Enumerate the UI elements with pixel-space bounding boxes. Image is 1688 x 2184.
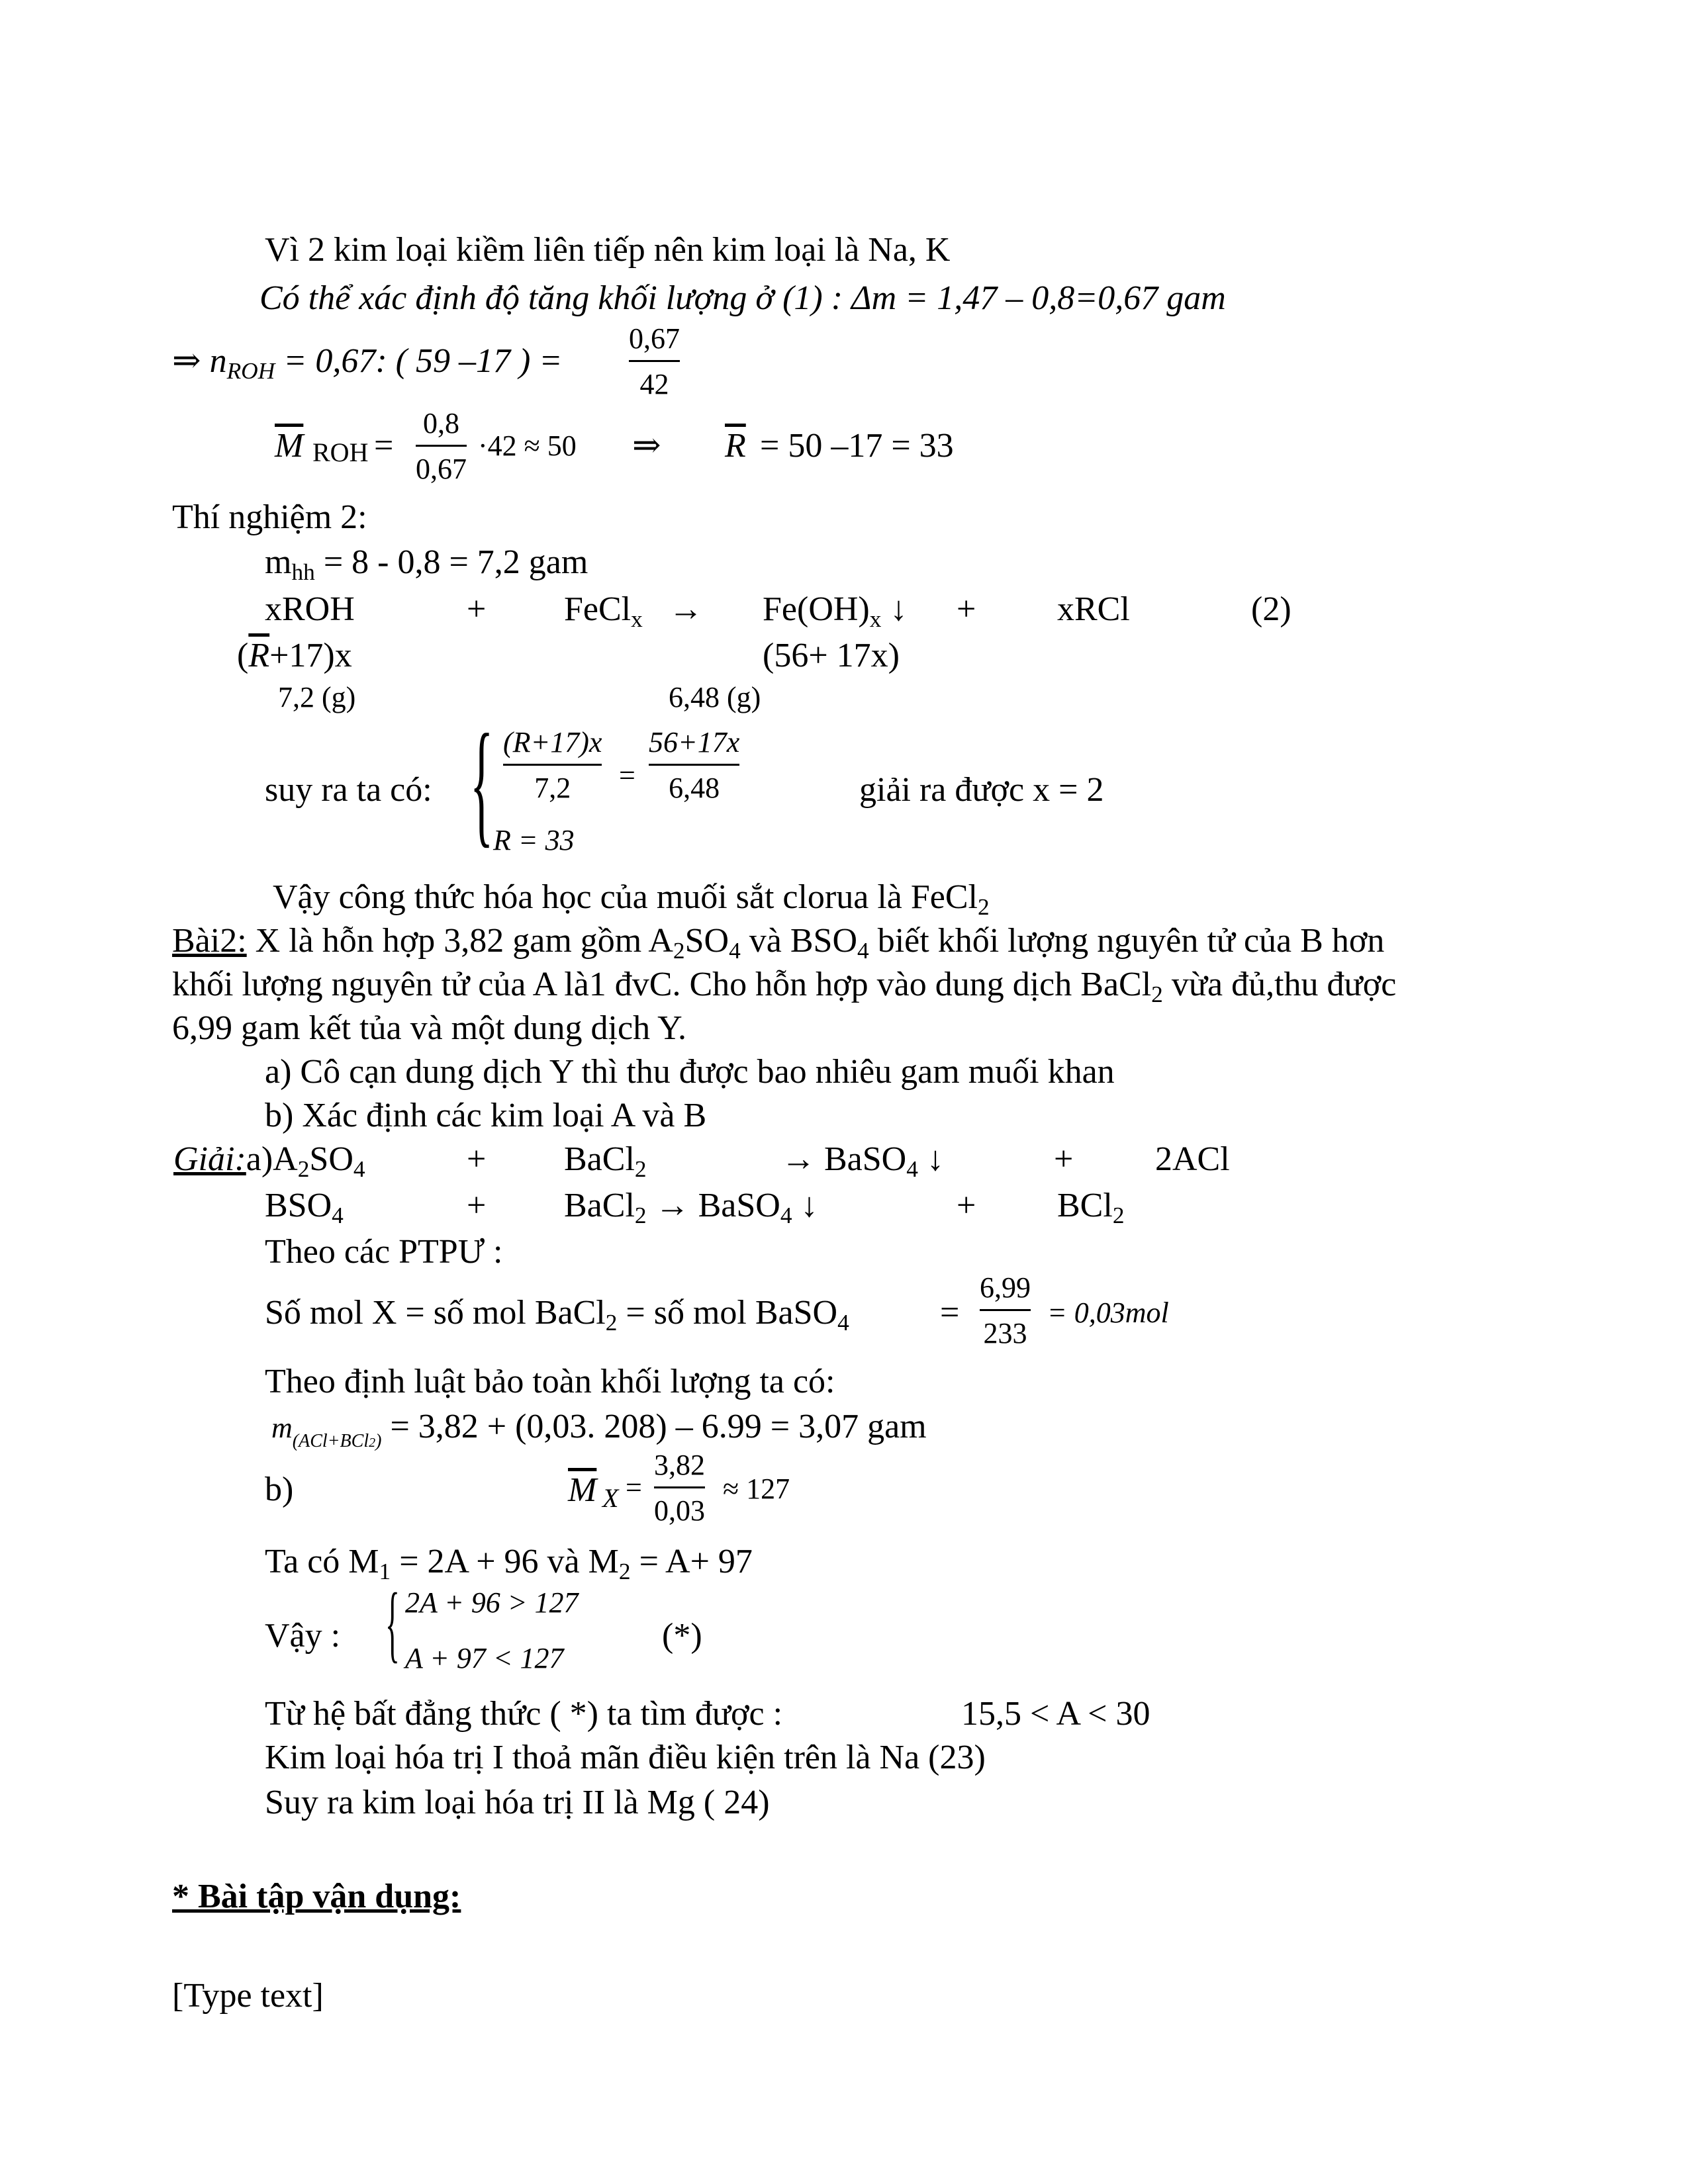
fraction: (R+17)x 7,2 <box>503 726 602 804</box>
formula-text: $m_{(ACl+BCl2)} = 3,82 + (0,03$. 208) – 6.99 = 3,07 gam <box>271 1408 927 1451</box>
formula-text: = <box>619 759 635 792</box>
formula-text: + <box>957 590 976 628</box>
exercise-label: Bài2: <box>172 922 247 960</box>
section-heading: Thí nghiệm 2: <box>172 498 367 536</box>
text-line: suy ra ta có: <box>265 771 432 809</box>
formula-text: 2A + 96 > 127 <box>405 1586 579 1619</box>
text-line: Từ hệ bất đẳng thức ( *) ta tìm được : <box>265 1695 783 1733</box>
formula-text: ·42 ≈ 50 <box>478 430 577 462</box>
fraction: 6,99 233 <box>980 1271 1031 1349</box>
formula-text: 6,48 (g) <box>669 681 761 713</box>
formula-text: + <box>467 1140 487 1178</box>
formula-text: 7,2 (g) <box>278 681 356 713</box>
text-line: 6,99 gam kết tủa và một dung dịch Y. <box>172 1009 687 1047</box>
text-line: Theo các PTPƯ : <box>265 1233 503 1271</box>
text-line: Có thể xác định độ tăng khối lượng ở (1) : Δm = 1,47 – 0,8=0,67 gam <box>259 279 1226 317</box>
text-line: Ta có $M_1 = 2A + 96$ và $M_2 = A+ 97$ <box>265 1543 753 1584</box>
formula-text: $\overline{M}$ <box>568 1471 597 1509</box>
text-line: Số mol X = số mol BaCl$_2$ = số mol BaSO$_4$ <box>265 1294 849 1336</box>
text-line: $Giải:a)A_2SO_4$ <box>173 1140 365 1182</box>
formula-text: $BSO_4$ <box>265 1187 344 1228</box>
text-line: Bài2: X là hỗn hợp 3,82 gam gồm $A_2SO_4$ và $BSO_4$ biết khối lượng nguyên tử của B hơn <box>172 922 1385 964</box>
brace-symbol: { <box>385 1576 400 1671</box>
formula-text: 2ACl <box>1155 1140 1230 1178</box>
text-line: Kim loại hóa trị I thoả mãn điều kiện trên là Na (23) <box>265 1739 986 1776</box>
fraction: 0,8 0,67 <box>416 407 467 485</box>
formula-text: (56+ 17x) <box>763 637 900 674</box>
formula-text: $\overline{R}$ <box>725 427 746 465</box>
text-line: Vậy : <box>265 1617 341 1655</box>
text-line: b) Xác định các kim loại A và B <box>265 1097 707 1134</box>
formula-text: xRCl <box>1057 590 1130 628</box>
text-line: Suy ra kim loại hóa trị II là Mg ( 24) <box>265 1784 770 1821</box>
formula-text: → BaSO$_4$ ↓ <box>781 1140 944 1182</box>
text-line: Vì 2 kim loại kiềm liên tiếp nên kim loại là Na, K <box>265 231 951 269</box>
text-line: a) Cô cạn dung dịch Y thì thu được bao nhiêu gam muối khan <box>265 1053 1115 1091</box>
formula-text: xROH <box>265 590 355 628</box>
formula-text: FeCl$_x$ <box>564 590 643 632</box>
formula-nroh: ⇒ $n_{ROH} = 0,67$: ( 59 –17 ) = <box>172 342 563 384</box>
placeholder-text: [Type text] <box>172 1977 324 2015</box>
text-line: khối lượng nguyên tử của A là1 đvC. Cho hỗn hợp vào dung dịch BaCl$_2$ vừa đủ,thu được <box>172 966 1397 1007</box>
formula-m-symbol: $\overline{M}$ <box>275 427 304 465</box>
text-line: b) <box>265 1471 294 1508</box>
formula-text: ROH <box>312 437 369 467</box>
formula-text: BCl$_2$ <box>1057 1187 1125 1228</box>
text-line: (*) <box>662 1617 702 1655</box>
fraction: 0,67 42 <box>629 322 680 400</box>
formula-text: X <box>602 1483 619 1513</box>
formula-text: R = 33 <box>493 824 575 856</box>
formula-text: A + 97 < 127 <box>405 1642 564 1674</box>
section-heading: * Bài tập vận dụng: <box>172 1878 461 1915</box>
formula-text: + <box>1054 1140 1074 1178</box>
solution-label: Giải: <box>173 1140 246 1178</box>
formula-text: $(\overline{R}+17)x$ <box>237 637 352 674</box>
arrow-symbol: ⇒ <box>632 427 661 465</box>
text-line: giải ra được x = 2 <box>859 771 1104 809</box>
fraction: 3,82 0,03 <box>654 1449 705 1527</box>
formula-text: = 50 –17 = 33 <box>760 427 954 465</box>
formula-text: = <box>940 1294 960 1332</box>
fraction: 56+17x 6,48 <box>649 726 740 804</box>
text-line: $m_{hh} = 8 - 0,8 = 7,2$ gam <box>265 543 588 585</box>
formula-text: + <box>957 1187 976 1224</box>
formula-text: BaCl$_2$ → BaSO$_4$ ↓ <box>564 1187 818 1228</box>
formula-text: BaCl$_2$ <box>564 1140 647 1182</box>
text-line: Vậy công thức hóa học của muối sắt clorua là FeCl$_2$ <box>273 878 990 920</box>
formula-text: = <box>626 1471 642 1504</box>
equation-number: (2) <box>1251 590 1291 628</box>
text-line: 15,5 < A < 30 <box>961 1695 1150 1733</box>
formula-text: = 0,03mol <box>1047 1297 1169 1329</box>
formula-text: + <box>467 1187 487 1224</box>
formula-text: + <box>467 590 487 628</box>
formula-text: ≈ 127 <box>723 1473 790 1505</box>
brace-symbol: { <box>470 706 494 860</box>
formula-text: $Fe(OH)_x$ ↓ <box>763 590 908 632</box>
arrow-symbol: → <box>669 590 703 628</box>
text-line: Theo định luật bảo toàn khối lượng ta có: <box>265 1363 835 1400</box>
formula-text: = <box>374 427 394 465</box>
